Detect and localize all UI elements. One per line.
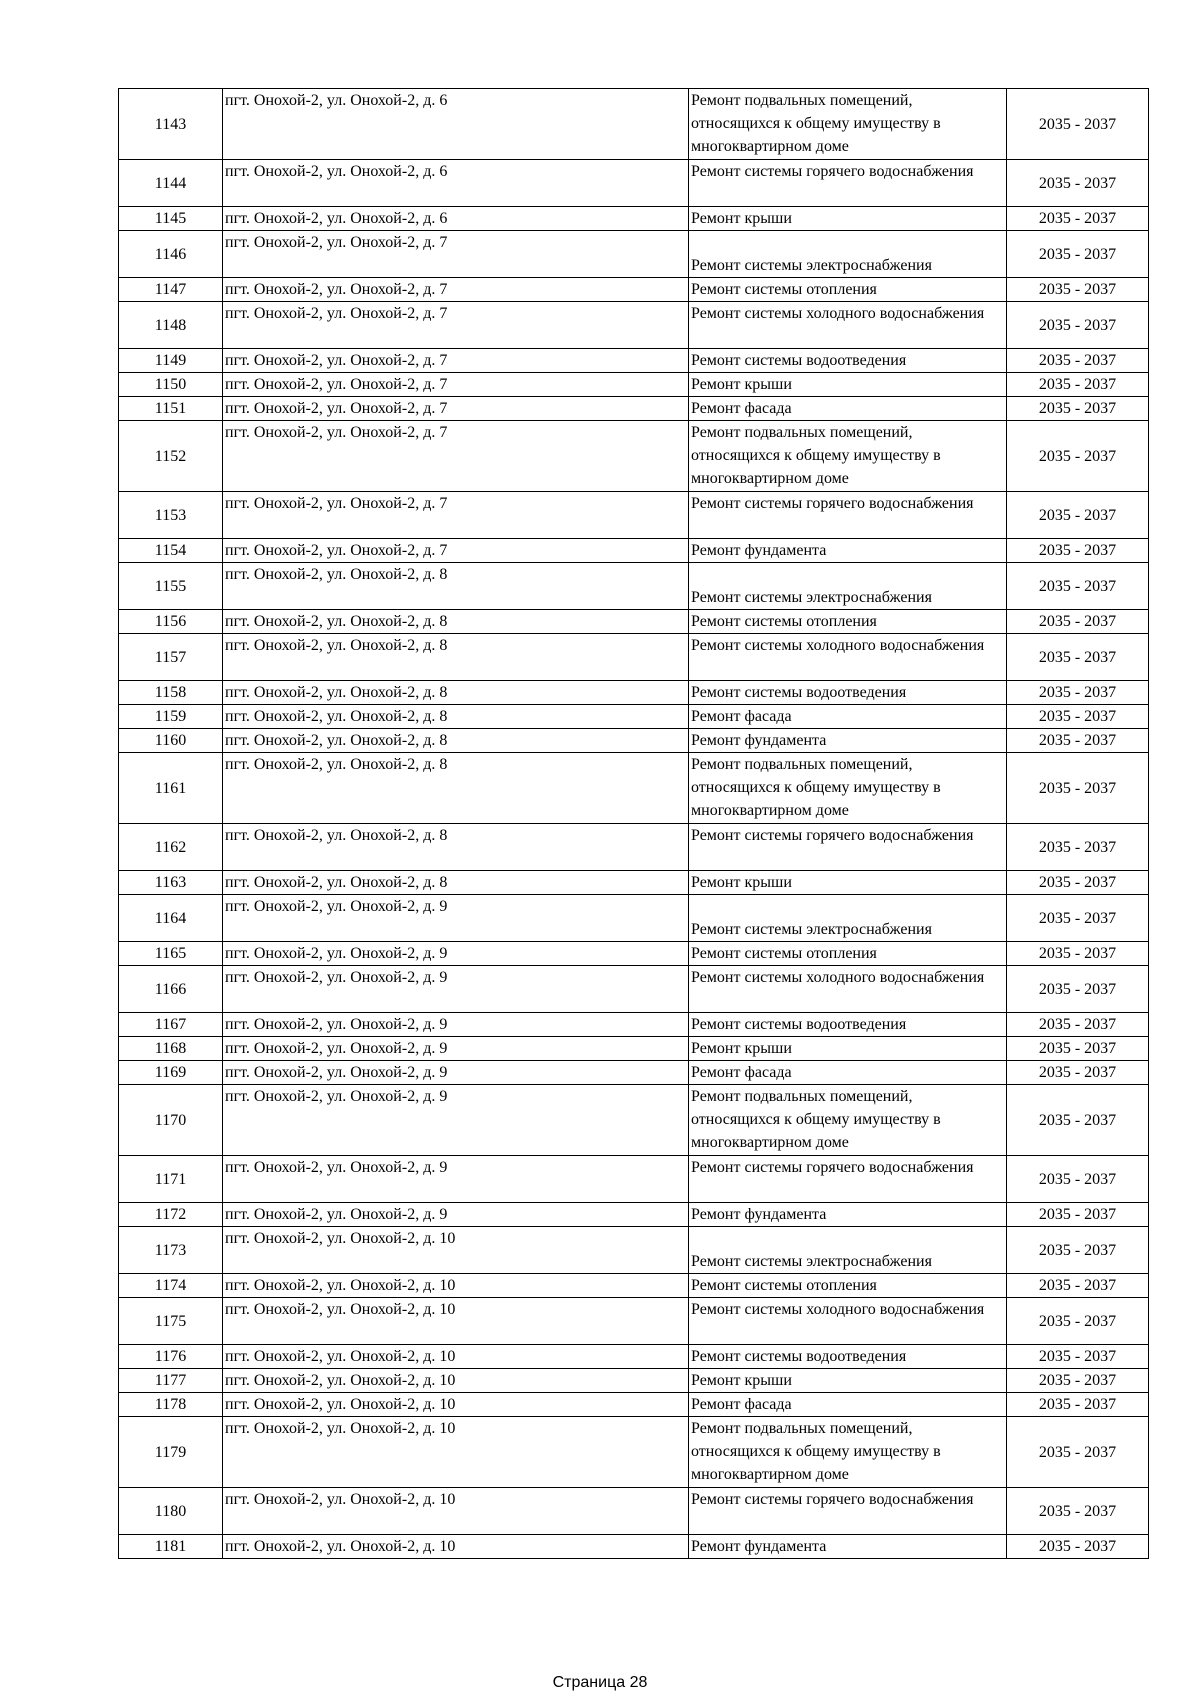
work-type-cell: Ремонт подвальных помещений, относящихся к общему имуществу в многоквартирном доме xyxy=(689,1085,1007,1156)
address-cell: пгт. Онохой-2, ул. Онохой-2, д. 8 xyxy=(223,729,689,753)
work-type-cell: Ремонт системы водоотведения xyxy=(689,1013,1007,1037)
address-cell: пгт. Онохой-2, ул. Онохой-2, д. 10 xyxy=(223,1369,689,1393)
address-cell: пгт. Онохой-2, ул. Онохой-2, д. 7 xyxy=(223,421,689,492)
table-row xyxy=(119,231,1149,278)
row-number-cell: 1162 xyxy=(119,824,223,871)
table-row xyxy=(119,1085,1149,1156)
work-type-cell: Ремонт системы холодного водоснабжения xyxy=(689,966,1007,1013)
work-type-cell: Ремонт системы горячего водоснабжения xyxy=(689,1488,1007,1535)
table-row xyxy=(119,563,1149,610)
address-cell: пгт. Онохой-2, ул. Онохой-2, д. 10 xyxy=(223,1227,689,1274)
row-number-cell: 1149 xyxy=(119,349,223,373)
address-cell: пгт. Онохой-2, ул. Онохой-2, д. 7 xyxy=(223,349,689,373)
address-cell: пгт. Онохой-2, ул. Онохой-2, д. 8 xyxy=(223,824,689,871)
row-number-cell: 1146 xyxy=(119,231,223,278)
row-number-cell: 1163 xyxy=(119,871,223,895)
period-cell: 2035 - 2037 xyxy=(1007,681,1149,705)
period-cell: 2035 - 2037 xyxy=(1007,705,1149,729)
table-row xyxy=(119,1298,1149,1345)
table-row xyxy=(119,681,1149,705)
work-type-cell: Ремонт системы электроснабжения xyxy=(689,1227,1007,1274)
address-cell: пгт. Онохой-2, ул. Онохой-2, д. 10 xyxy=(223,1393,689,1417)
table-row xyxy=(119,610,1149,634)
work-type-cell: Ремонт фундамента xyxy=(689,1203,1007,1227)
work-type-cell: Ремонт системы электроснабжения xyxy=(689,231,1007,278)
address-cell: пгт. Онохой-2, ул. Онохой-2, д. 7 xyxy=(223,492,689,539)
period-cell: 2035 - 2037 xyxy=(1007,1227,1149,1274)
address-cell: пгт. Онохой-2, ул. Онохой-2, д. 9 xyxy=(223,1037,689,1061)
work-type-cell: Ремонт системы горячего водоснабжения xyxy=(689,1156,1007,1203)
address-cell: пгт. Онохой-2, ул. Онохой-2, д. 8 xyxy=(223,634,689,681)
period-cell: 2035 - 2037 xyxy=(1007,539,1149,563)
row-number-cell: 1148 xyxy=(119,302,223,349)
address-cell: пгт. Онохой-2, ул. Онохой-2, д. 7 xyxy=(223,278,689,302)
period-cell: 2035 - 2037 xyxy=(1007,1345,1149,1369)
table-row xyxy=(119,160,1149,207)
work-type-cell: Ремонт фасада xyxy=(689,1061,1007,1085)
address-cell: пгт. Онохой-2, ул. Онохой-2, д. 9 xyxy=(223,942,689,966)
row-number-cell: 1179 xyxy=(119,1417,223,1488)
table-row xyxy=(119,1535,1149,1559)
address-cell: пгт. Онохой-2, ул. Онохой-2, д. 7 xyxy=(223,302,689,349)
work-type-cell: Ремонт фундамента xyxy=(689,539,1007,563)
row-number-cell: 1143 xyxy=(119,89,223,160)
row-number-cell: 1164 xyxy=(119,895,223,942)
work-type-cell: Ремонт системы отопления xyxy=(689,278,1007,302)
work-type-cell: Ремонт системы отопления xyxy=(689,610,1007,634)
period-cell: 2035 - 2037 xyxy=(1007,231,1149,278)
row-number-cell: 1154 xyxy=(119,539,223,563)
address-cell: пгт. Онохой-2, ул. Онохой-2, д. 10 xyxy=(223,1298,689,1345)
work-type-cell: Ремонт крыши xyxy=(689,1037,1007,1061)
period-cell: 2035 - 2037 xyxy=(1007,1037,1149,1061)
period-cell: 2035 - 2037 xyxy=(1007,966,1149,1013)
period-cell: 2035 - 2037 xyxy=(1007,610,1149,634)
table-row xyxy=(119,373,1149,397)
work-type-cell: Ремонт системы горячего водоснабжения xyxy=(689,160,1007,207)
period-cell: 2035 - 2037 xyxy=(1007,421,1149,492)
address-cell: пгт. Онохой-2, ул. Онохой-2, д. 9 xyxy=(223,1013,689,1037)
address-cell: пгт. Онохой-2, ул. Онохой-2, д. 9 xyxy=(223,1085,689,1156)
period-cell: 2035 - 2037 xyxy=(1007,492,1149,539)
period-cell: 2035 - 2037 xyxy=(1007,1274,1149,1298)
address-cell: пгт. Онохой-2, ул. Онохой-2, д. 10 xyxy=(223,1345,689,1369)
work-type-cell: Ремонт системы электроснабжения xyxy=(689,895,1007,942)
work-type-cell: Ремонт фасада xyxy=(689,397,1007,421)
period-cell: 2035 - 2037 xyxy=(1007,1298,1149,1345)
work-type-cell: Ремонт фундамента xyxy=(689,729,1007,753)
work-type-cell: Ремонт подвальных помещений, относящихся к общему имуществу в многоквартирном доме xyxy=(689,421,1007,492)
address-cell: пгт. Онохой-2, ул. Онохой-2, д. 8 xyxy=(223,871,689,895)
work-type-cell: Ремонт системы холодного водоснабжения xyxy=(689,634,1007,681)
row-number-cell: 1159 xyxy=(119,705,223,729)
address-cell: пгт. Онохой-2, ул. Онохой-2, д. 7 xyxy=(223,539,689,563)
period-cell: 2035 - 2037 xyxy=(1007,349,1149,373)
period-cell: 2035 - 2037 xyxy=(1007,563,1149,610)
row-number-cell: 1181 xyxy=(119,1535,223,1559)
address-cell: пгт. Онохой-2, ул. Онохой-2, д. 8 xyxy=(223,705,689,729)
address-cell: пгт. Онохой-2, ул. Онохой-2, д. 8 xyxy=(223,610,689,634)
table-row xyxy=(119,871,1149,895)
work-type-cell: Ремонт подвальных помещений, относящихся к общему имуществу в многоквартирном доме xyxy=(689,1417,1007,1488)
work-type-cell: Ремонт системы электроснабжения xyxy=(689,563,1007,610)
work-type-cell: Ремонт системы холодного водоснабжения xyxy=(689,302,1007,349)
address-cell: пгт. Онохой-2, ул. Онохой-2, д. 6 xyxy=(223,160,689,207)
period-cell: 2035 - 2037 xyxy=(1007,278,1149,302)
table-row xyxy=(119,1393,1149,1417)
row-number-cell: 1175 xyxy=(119,1298,223,1345)
period-cell: 2035 - 2037 xyxy=(1007,373,1149,397)
table-row xyxy=(119,1369,1149,1393)
row-number-cell: 1158 xyxy=(119,681,223,705)
work-type-cell: Ремонт крыши xyxy=(689,207,1007,231)
row-number-cell: 1173 xyxy=(119,1227,223,1274)
table-row xyxy=(119,966,1149,1013)
repair-schedule-sheet xyxy=(118,88,1148,1559)
work-type-cell: Ремонт системы водоотведения xyxy=(689,1345,1007,1369)
table-row xyxy=(119,1013,1149,1037)
table-row xyxy=(119,1345,1149,1369)
address-cell: пгт. Онохой-2, ул. Онохой-2, д. 9 xyxy=(223,1156,689,1203)
row-number-cell: 1161 xyxy=(119,753,223,824)
address-cell: пгт. Онохой-2, ул. Онохой-2, д. 8 xyxy=(223,681,689,705)
work-type-cell: Ремонт системы горячего водоснабжения xyxy=(689,492,1007,539)
period-cell: 2035 - 2037 xyxy=(1007,1488,1149,1535)
table-row xyxy=(119,1417,1149,1488)
row-number-cell: 1160 xyxy=(119,729,223,753)
table-row xyxy=(119,1203,1149,1227)
row-number-cell: 1168 xyxy=(119,1037,223,1061)
table-row xyxy=(119,207,1149,231)
period-cell: 2035 - 2037 xyxy=(1007,1535,1149,1559)
address-cell: пгт. Онохой-2, ул. Онохой-2, д. 10 xyxy=(223,1417,689,1488)
table-row xyxy=(119,895,1149,942)
table-row xyxy=(119,1227,1149,1274)
period-cell: 2035 - 2037 xyxy=(1007,207,1149,231)
period-cell: 2035 - 2037 xyxy=(1007,89,1149,160)
address-cell: пгт. Онохой-2, ул. Онохой-2, д. 10 xyxy=(223,1488,689,1535)
work-type-cell: Ремонт системы холодного водоснабжения xyxy=(689,1298,1007,1345)
row-number-cell: 1170 xyxy=(119,1085,223,1156)
table-row xyxy=(119,753,1149,824)
table-row xyxy=(119,1061,1149,1085)
work-type-cell: Ремонт подвальных помещений, относящихся к общему имуществу в многоквартирном доме xyxy=(689,89,1007,160)
row-number-cell: 1150 xyxy=(119,373,223,397)
period-cell: 2035 - 2037 xyxy=(1007,1085,1149,1156)
row-number-cell: 1151 xyxy=(119,397,223,421)
work-type-cell: Ремонт системы водоотведения xyxy=(689,681,1007,705)
table-row xyxy=(119,539,1149,563)
table-row xyxy=(119,1274,1149,1298)
row-number-cell: 1167 xyxy=(119,1013,223,1037)
address-cell: пгт. Онохой-2, ул. Онохой-2, д. 8 xyxy=(223,563,689,610)
address-cell: пгт. Онохой-2, ул. Онохой-2, д. 10 xyxy=(223,1535,689,1559)
page-number: Страница 28 xyxy=(552,1674,648,1691)
row-number-cell: 1169 xyxy=(119,1061,223,1085)
period-cell: 2035 - 2037 xyxy=(1007,729,1149,753)
table-row xyxy=(119,942,1149,966)
table-row xyxy=(119,421,1149,492)
period-cell: 2035 - 2037 xyxy=(1007,397,1149,421)
period-cell: 2035 - 2037 xyxy=(1007,1417,1149,1488)
row-number-cell: 1172 xyxy=(119,1203,223,1227)
table-row xyxy=(119,492,1149,539)
work-type-cell: Ремонт системы отопления xyxy=(689,942,1007,966)
row-number-cell: 1177 xyxy=(119,1369,223,1393)
row-number-cell: 1171 xyxy=(119,1156,223,1203)
period-cell: 2035 - 2037 xyxy=(1007,1393,1149,1417)
address-cell: пгт. Онохой-2, ул. Онохой-2, д. 9 xyxy=(223,1061,689,1085)
period-cell: 2035 - 2037 xyxy=(1007,302,1149,349)
period-cell: 2035 - 2037 xyxy=(1007,1013,1149,1037)
period-cell: 2035 - 2037 xyxy=(1007,1203,1149,1227)
table-row xyxy=(119,1037,1149,1061)
row-number-cell: 1153 xyxy=(119,492,223,539)
period-cell: 2035 - 2037 xyxy=(1007,871,1149,895)
table-row xyxy=(119,397,1149,421)
table-row xyxy=(119,89,1149,160)
table-row xyxy=(119,1156,1149,1203)
address-cell: пгт. Онохой-2, ул. Онохой-2, д. 10 xyxy=(223,1274,689,1298)
period-cell: 2035 - 2037 xyxy=(1007,753,1149,824)
period-cell: 2035 - 2037 xyxy=(1007,895,1149,942)
address-cell: пгт. Онохой-2, ул. Онохой-2, д. 7 xyxy=(223,373,689,397)
address-cell: пгт. Онохой-2, ул. Онохой-2, д. 8 xyxy=(223,753,689,824)
row-number-cell: 1144 xyxy=(119,160,223,207)
address-cell: пгт. Онохой-2, ул. Онохой-2, д. 7 xyxy=(223,397,689,421)
work-type-cell: Ремонт системы горячего водоснабжения xyxy=(689,824,1007,871)
period-cell: 2035 - 2037 xyxy=(1007,634,1149,681)
address-cell: пгт. Онохой-2, ул. Онохой-2, д. 9 xyxy=(223,966,689,1013)
row-number-cell: 1155 xyxy=(119,563,223,610)
period-cell: 2035 - 2037 xyxy=(1007,160,1149,207)
row-number-cell: 1165 xyxy=(119,942,223,966)
row-number-cell: 1145 xyxy=(119,207,223,231)
work-type-cell: Ремонт подвальных помещений, относящихся к общему имуществу в многоквартирном доме xyxy=(689,753,1007,824)
row-number-cell: 1174 xyxy=(119,1274,223,1298)
row-number-cell: 1157 xyxy=(119,634,223,681)
table-body xyxy=(119,89,1149,1559)
address-cell: пгт. Онохой-2, ул. Онохой-2, д. 6 xyxy=(223,89,689,160)
work-type-cell: Ремонт фасада xyxy=(689,705,1007,729)
address-cell: пгт. Онохой-2, ул. Онохой-2, д. 9 xyxy=(223,1203,689,1227)
address-cell: пгт. Онохой-2, ул. Онохой-2, д. 6 xyxy=(223,207,689,231)
period-cell: 2035 - 2037 xyxy=(1007,1156,1149,1203)
address-cell: пгт. Онохой-2, ул. Онохой-2, д. 9 xyxy=(223,895,689,942)
row-number-cell: 1176 xyxy=(119,1345,223,1369)
table-row xyxy=(119,278,1149,302)
row-number-cell: 1178 xyxy=(119,1393,223,1417)
work-type-cell: Ремонт крыши xyxy=(689,871,1007,895)
work-type-cell: Ремонт крыши xyxy=(689,373,1007,397)
table-row xyxy=(119,1488,1149,1535)
row-number-cell: 1166 xyxy=(119,966,223,1013)
work-type-cell: Ремонт системы отопления xyxy=(689,1274,1007,1298)
table-row xyxy=(119,349,1149,373)
period-cell: 2035 - 2037 xyxy=(1007,942,1149,966)
repair-schedule-table xyxy=(118,88,1149,1559)
table-row xyxy=(119,705,1149,729)
work-type-cell: Ремонт системы водоотведения xyxy=(689,349,1007,373)
work-type-cell: Ремонт фасада xyxy=(689,1393,1007,1417)
address-cell: пгт. Онохой-2, ул. Онохой-2, д. 7 xyxy=(223,231,689,278)
row-number-cell: 1156 xyxy=(119,610,223,634)
row-number-cell: 1152 xyxy=(119,421,223,492)
period-cell: 2035 - 2037 xyxy=(1007,824,1149,871)
table-row xyxy=(119,824,1149,871)
row-number-cell: 1147 xyxy=(119,278,223,302)
table-row xyxy=(119,302,1149,349)
period-cell: 2035 - 2037 xyxy=(1007,1061,1149,1085)
period-cell: 2035 - 2037 xyxy=(1007,1369,1149,1393)
work-type-cell: Ремонт крыши xyxy=(689,1369,1007,1393)
table-row xyxy=(119,634,1149,681)
work-type-cell: Ремонт фундамента xyxy=(689,1535,1007,1559)
table-row xyxy=(119,729,1149,753)
row-number-cell: 1180 xyxy=(119,1488,223,1535)
